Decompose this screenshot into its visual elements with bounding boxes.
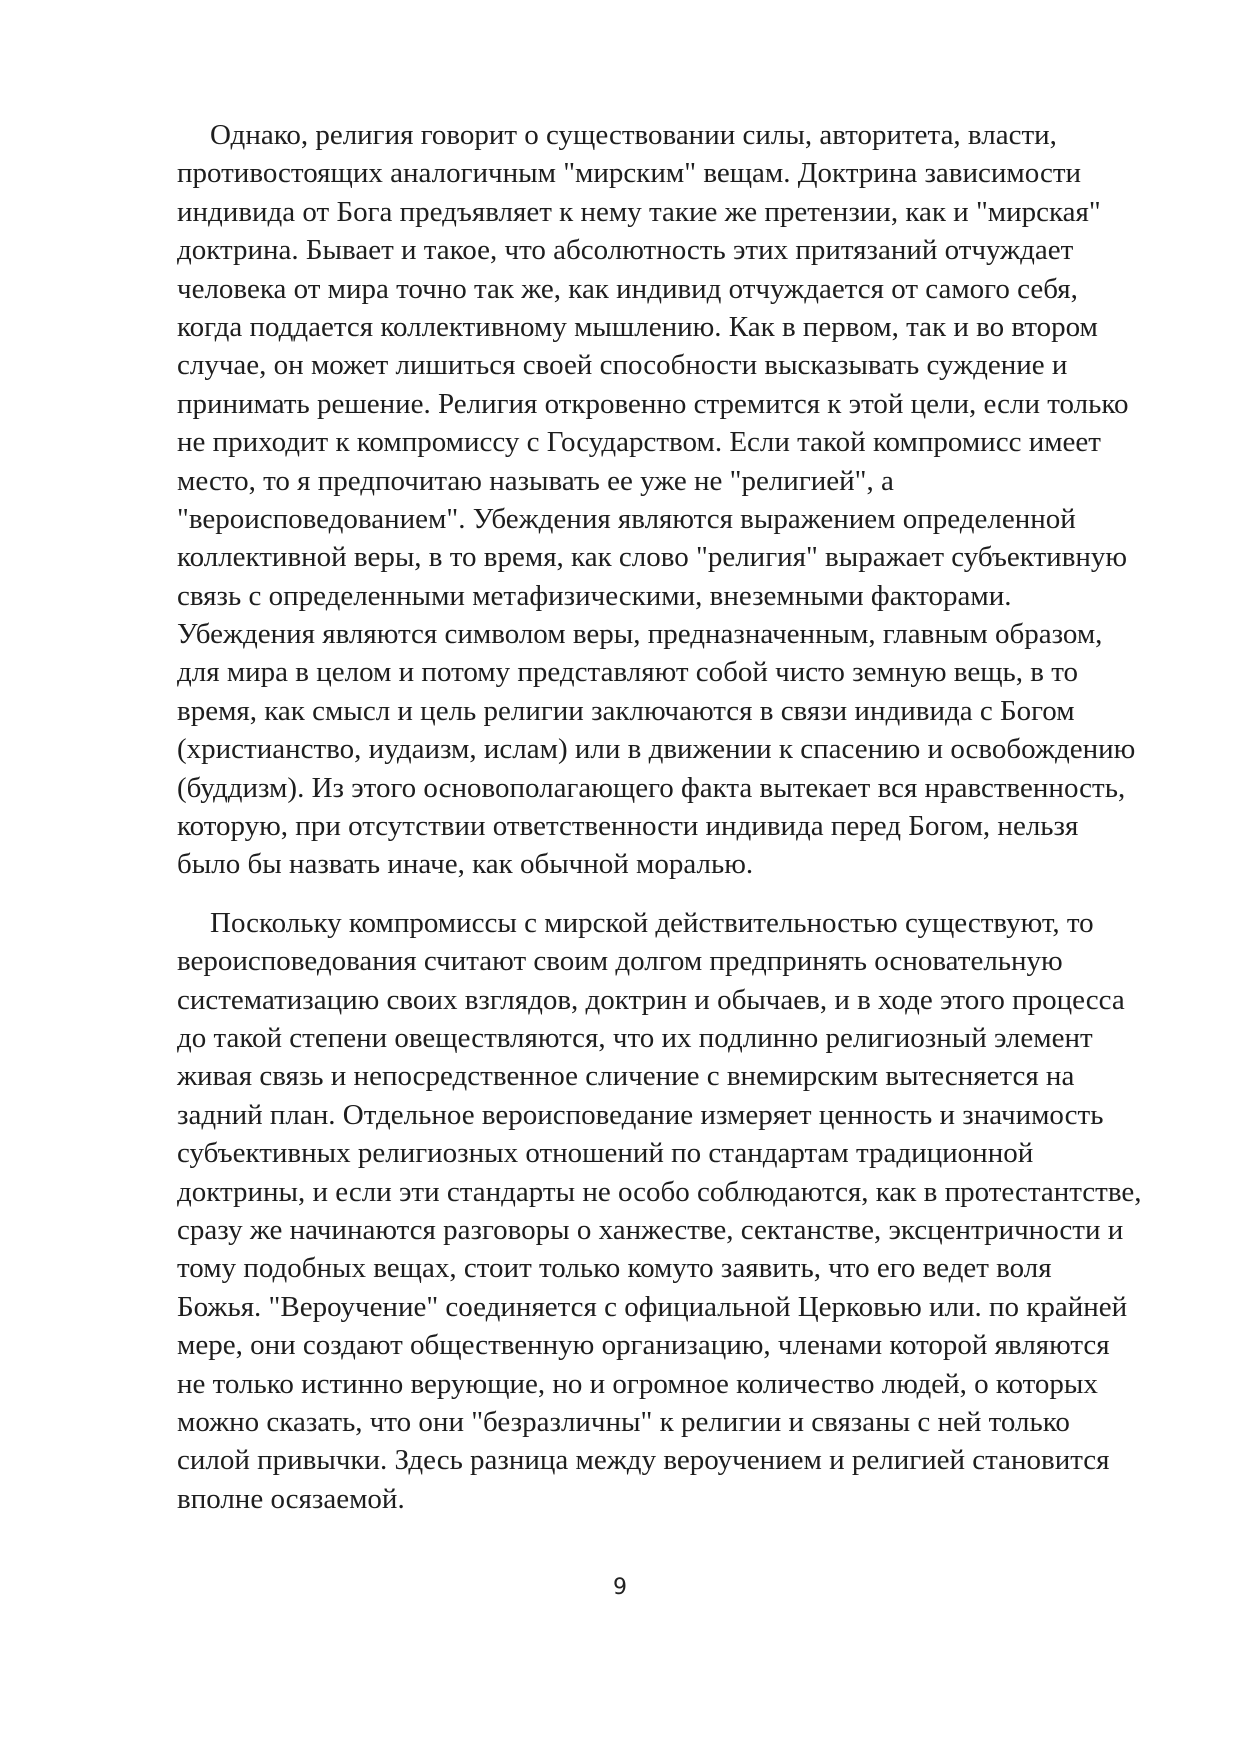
text-line: для мира в целом и потому представляют собой чисто земную вещь, в то	[177, 656, 1078, 689]
text-line: систематизацию своих взглядов, доктрин и обычаев, и в ходе этого процесса	[177, 983, 1125, 1016]
text-line: (буддизм). Из этого основополагающего факта вытекает вся нравственность,	[177, 771, 1126, 804]
text-line: не только истинно верующие, но и огромное количество людей, о которых	[177, 1367, 1098, 1400]
text-line: вполне осязаемой.	[177, 1482, 405, 1515]
text-line: было бы назвать иначе, как обычной моралью.	[177, 848, 754, 881]
text-line: сразу же начинаются разговоры о ханжестве, сектанстве, эксцентричности и	[177, 1213, 1124, 1246]
text-line: противостоящих аналогичным "мирским" вещам. Доктрина зависимости	[177, 157, 1082, 190]
text-line: мере, они создают общественную организацию, членами которой являются	[177, 1329, 1110, 1362]
text-line: время, как смысл и цель религии заключаются в связи индивида с Богом	[177, 694, 1075, 727]
text-line: доктрина. Бывает и такое, что абсолютность этих притязаний отчуждает	[177, 234, 1074, 267]
paragraph-2	[177, 904, 1157, 1518]
paragraph-spacer	[177, 884, 1157, 904]
text-line: связь с определенными метафизическими, внеземными факторами.	[177, 579, 1012, 612]
text-line: можно сказать, что они "безразличны" к религии и связаны с ней только	[177, 1405, 1070, 1438]
text-line: живая связь и непосредственное сличение с внемирским вытесняется на	[177, 1060, 1075, 1093]
text-line: коллективной веры, в то время, как слово "религия" выражает субъективную	[177, 541, 1128, 574]
text-line: доктрины, и если эти стандарты не особо соблюдаются, как в протестантстве,	[177, 1175, 1142, 1208]
text-line: силой привычки. Здесь разница между вероучением и религией становится	[177, 1444, 1110, 1477]
text-line: "вероисповедованием". Убеждения являются выражением определенной	[177, 502, 1076, 535]
text-line: до такой степени овеществляются, что их подлинно религиозный элемент	[177, 1021, 1093, 1054]
text-line: место, то я предпочитаю называть ее уже не "религией", а	[177, 464, 894, 497]
text-line: которую, при отсутствии ответственности индивида перед Богом, нельзя	[177, 810, 1079, 843]
text-line: Поскольку компромиссы с мирской действительностью существуют, то	[210, 906, 1094, 939]
body-text	[177, 116, 1157, 1518]
text-line: вероисповедования считают своим долгом предпринять основательную	[177, 945, 1063, 978]
text-line: субъективных религиозных отношений по стандартам традиционной	[177, 1137, 1034, 1170]
text-line: Однако, религия говорит о существовании силы, авторитета, власти,	[210, 119, 1057, 151]
text-line: индивида от Бога предъявляет к нему такие же претензии, как и "мирская"	[177, 195, 1101, 228]
text-line: Убеждения являются символом веры, предназначенным, главным образом,	[177, 618, 1103, 651]
text-line: человека от мира точно так же, как индивид отчуждается от самого себя,	[177, 272, 1078, 305]
text-line: принимать решение. Религия откровенно стремится к этой цели, если только	[177, 387, 1129, 420]
paragraph-1	[177, 116, 1157, 884]
text-line: (христианство, иудаизм, ислам) или в движении к спасению и освобождению	[177, 733, 1136, 766]
text-line: тому подобных вещах, стоит только комуто заявить, что его ведет воля	[177, 1252, 1052, 1285]
page-number: 9	[613, 1575, 627, 1600]
text-line: случае, он может лишиться своей способности высказывать суждение и	[177, 349, 1068, 382]
text-line: Божья. "Вероучение" соединяется с официальной Церковью или. по крайней	[177, 1290, 1128, 1323]
text-line: не приходит к компромиссу с Государством. Если такой компромисс имеет	[177, 426, 1101, 459]
text-line: задний план. Отдельное вероисповедание измеряет ценность и значимость	[177, 1098, 1104, 1131]
text-line: когда поддается коллективному мышлению. Как в первом, так и во втором	[177, 310, 1098, 343]
